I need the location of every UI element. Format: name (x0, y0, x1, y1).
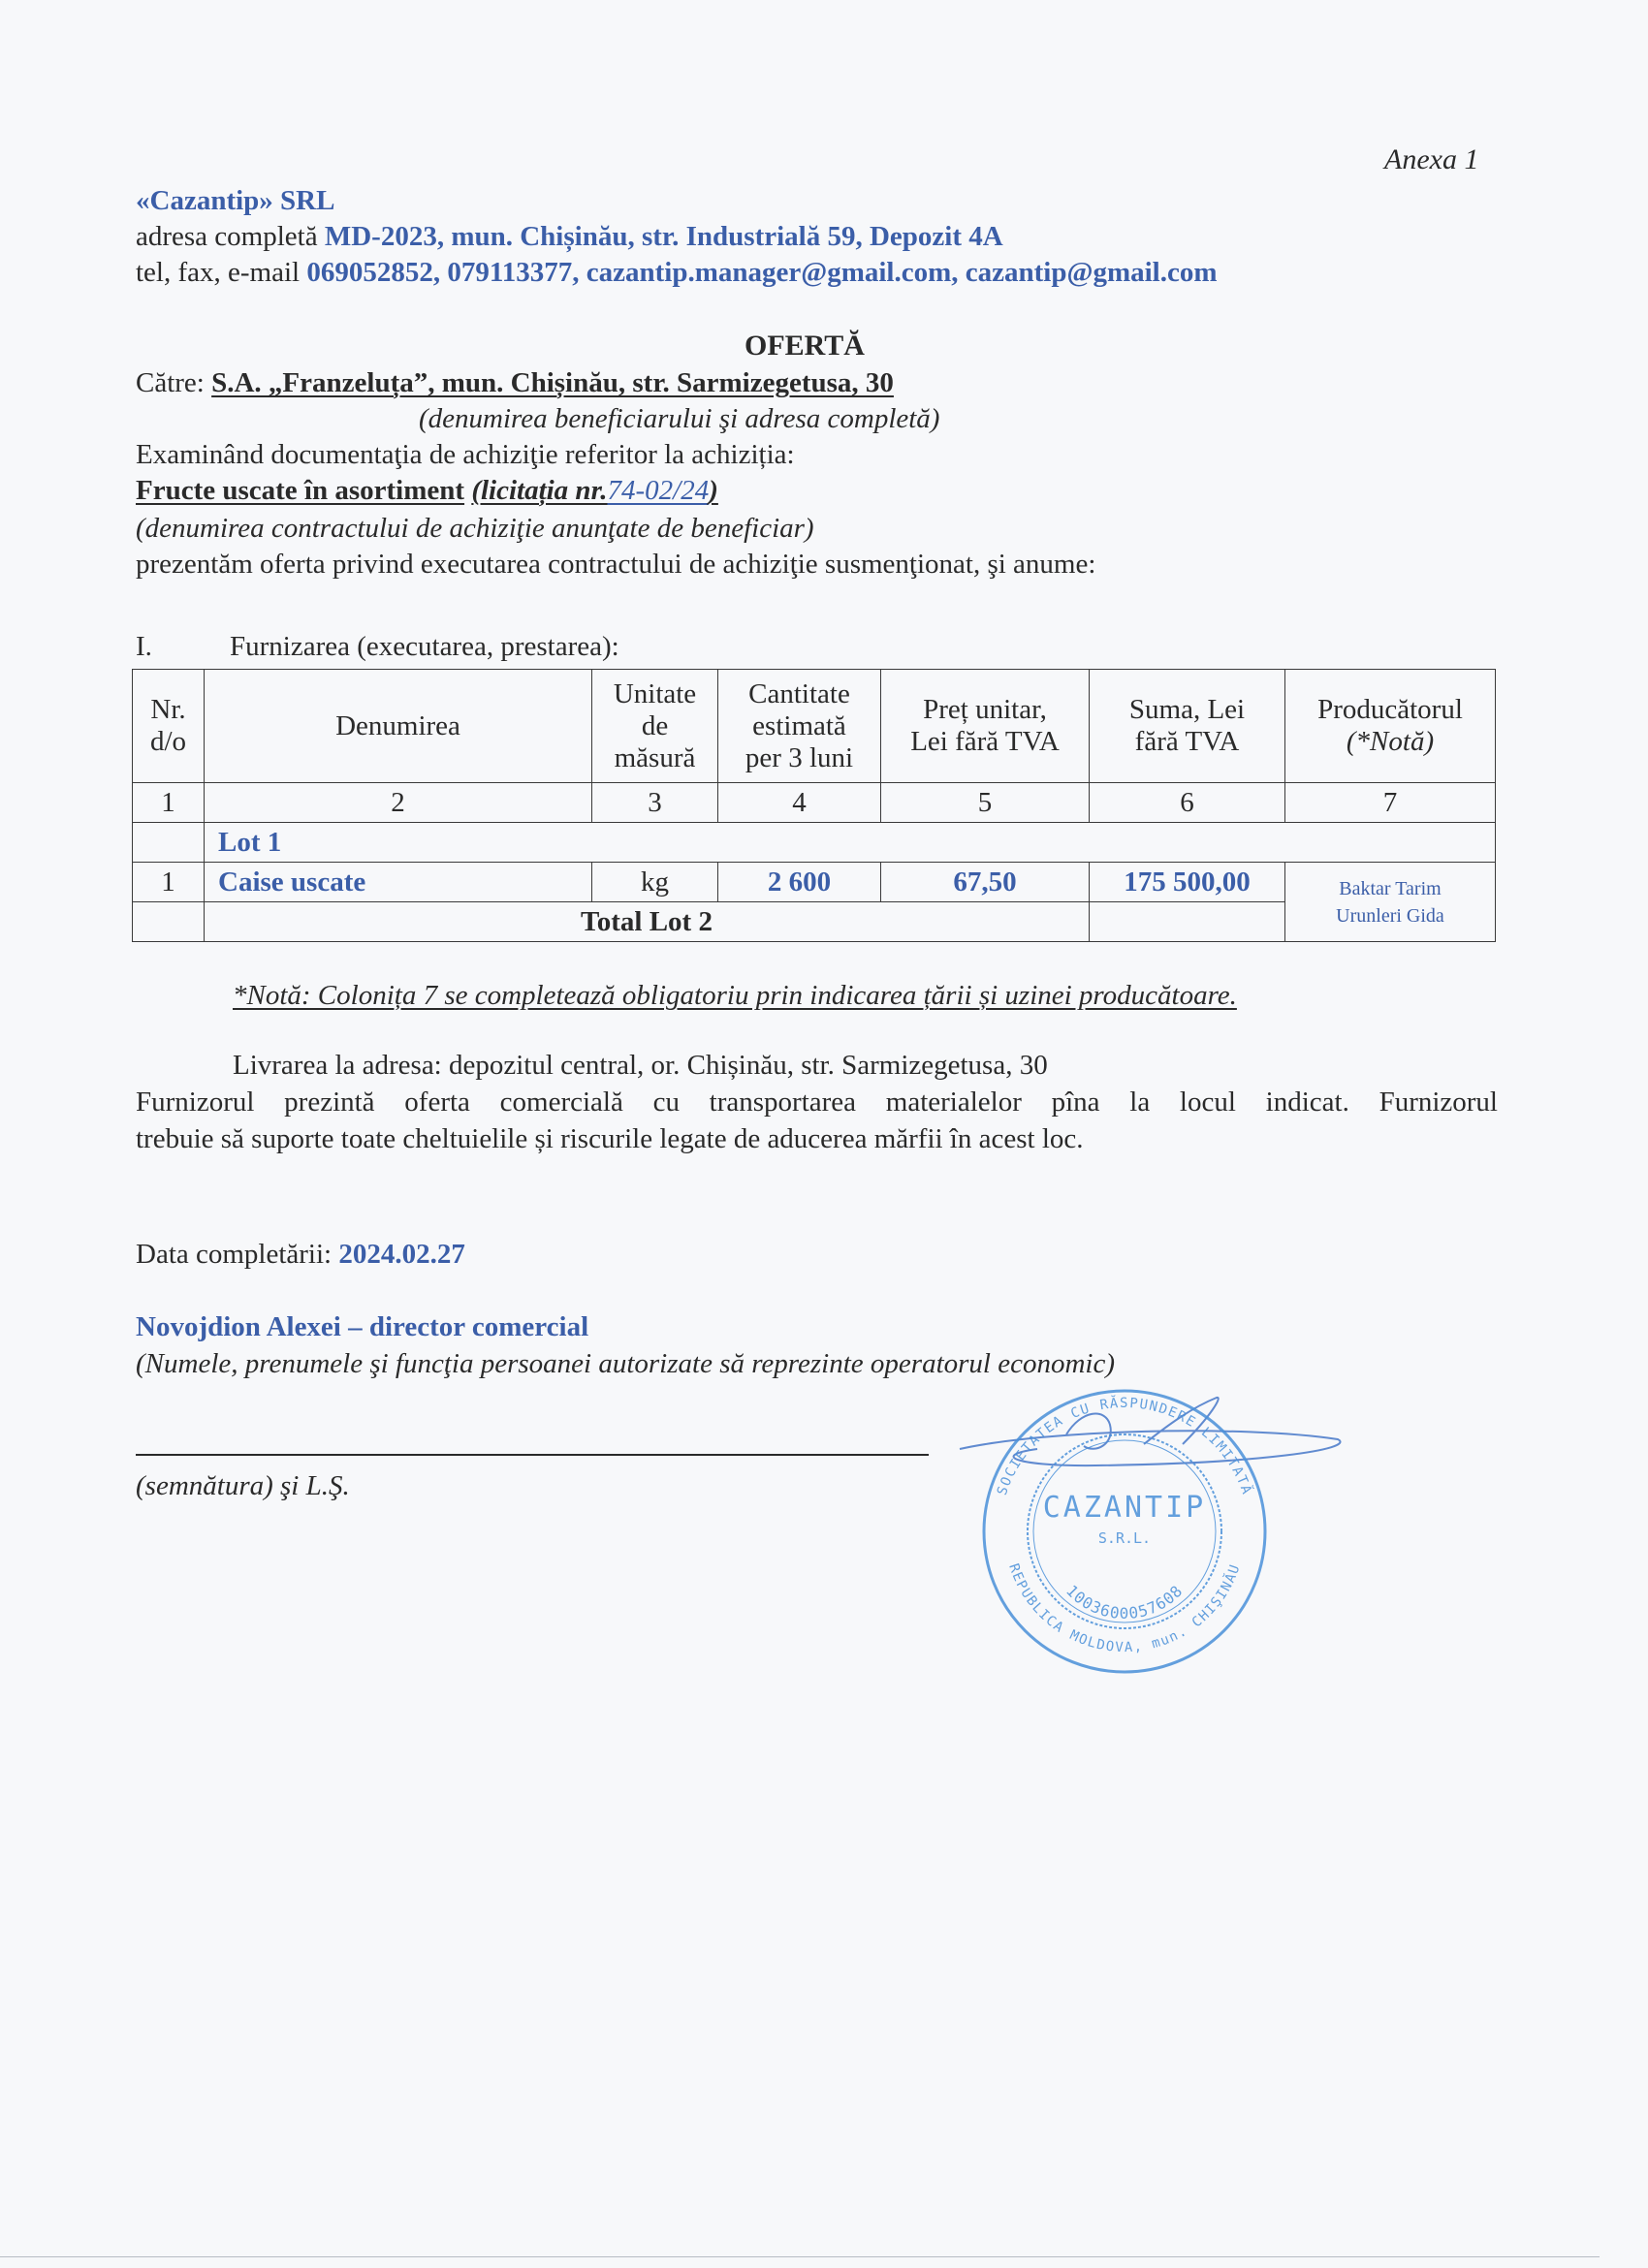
stamp-center: CAZANTIP (1042, 1491, 1207, 1525)
header-producer-note: (*Notă) (1346, 726, 1435, 757)
row-name: Caise uscate (205, 863, 592, 902)
supplier-address: MD-2023, mun. Chișinău, str. Industrială 59, Depozit 4A (324, 221, 1003, 252)
lot-row (133, 823, 1496, 863)
contract-line (136, 474, 718, 507)
section-number: I. (136, 631, 152, 662)
tender-suffix: ) (709, 475, 718, 506)
producer-line-2: Urunleri Gida (1336, 904, 1444, 927)
column-number: 4 (718, 783, 881, 823)
lot-label: Lot 1 (205, 823, 1496, 863)
company-stamp (979, 1386, 1270, 1677)
contract-name: Fructe uscate în asortiment (136, 475, 465, 506)
signatory-name: Novojdion Alexei – director comercial (136, 1311, 589, 1342)
supplier-address-label: adresa completă (136, 221, 318, 252)
recipient-line (136, 366, 894, 399)
completion-line (136, 1238, 465, 1271)
offer-table (132, 669, 1496, 942)
intro-text: Examinând documentaţia de achiziţie referitor la achiziția: (136, 439, 795, 470)
header-unit: Unitate de măsură (592, 670, 718, 783)
table-header-row (133, 670, 1496, 783)
column-number: 2 (205, 783, 592, 823)
header-quantity: Cantitate estimată per 3 luni (718, 670, 881, 783)
supplier-contact-line (136, 256, 1218, 289)
offer-statement: prezentăm oferta privind executarea contractului de achiziţie susmenţionat, şi anume: (136, 549, 1096, 580)
lot-empty-cell (133, 823, 205, 863)
supplier-address-line (136, 220, 1003, 253)
total-label: Total Lot 2 (205, 902, 1090, 942)
header-nr: Nr. d/o (133, 670, 205, 783)
producer-note: *Notă: Colonița 7 se completează obligatoriu prin indicarea țării și uzinei producătoare. (233, 980, 1237, 1011)
row-unit: kg (592, 863, 718, 902)
stamp-outer-top: SOCIETATEA CU RĂSPUNDERE LIMITATĂ (994, 1396, 1255, 1497)
stamp-idno: 1003600057608 (1062, 1581, 1187, 1622)
column-number-row (133, 783, 1496, 823)
completion-label: Data completării: (136, 1239, 333, 1270)
recipient-hint: (denumirea beneficiarului şi adresa completă) (419, 403, 940, 434)
total-empty-cell (133, 902, 205, 942)
signature-label: (semnătura) şi L.Ş. (136, 1470, 350, 1501)
table-row (133, 863, 1496, 902)
scan-edge-line (0, 2256, 1600, 2257)
annex-label: Anexa 1 (1384, 143, 1479, 175)
row-producer (1285, 863, 1496, 942)
producer-line-1: Baktar Tarim (1339, 877, 1442, 899)
supplier-contact-label: tel, fax, e-mail (136, 257, 301, 288)
row-total: 175 500,00 (1090, 863, 1285, 902)
delivery-terms-line-2: trebuie să suporte toate cheltuielile și riscurile legate de aducerea mărfii în acest loc. (136, 1123, 1084, 1154)
header-name: Denumirea (205, 670, 592, 783)
recipient-label: Către: (136, 367, 205, 398)
document-title: OFERTĂ (745, 330, 865, 362)
stamp-idno-text (1062, 1582, 1187, 1622)
supplier-name: «Cazantip» SRL (136, 185, 335, 216)
signature-line (136, 1454, 929, 1456)
column-number: 3 (592, 783, 718, 823)
row-nr: 1 (133, 863, 205, 902)
column-number: 7 (1285, 783, 1496, 823)
delivery-terms-line-1: Furnizorul prezintă oferta comercială cu transportarea materialelor pîna la locul indicat. Furnizorul (136, 1087, 1498, 1118)
stamp-form: S.R.L. (1097, 1529, 1152, 1547)
section-title: Furnizarea (executarea, prestarea): (230, 631, 619, 662)
stamp-outer-bottom: REPUBLICA MOLDOVA, mun. CHIŞINĂU (1005, 1561, 1244, 1656)
delivery-address: Livrarea la adresa: depozitul central, or. Chișinău, str. Sarmizegetusa, 30 (233, 1050, 1048, 1081)
supplier-contacts: 069052852, 079113377, cazantip.manager@gmail.com, cazantip@gmail.com (306, 257, 1218, 288)
recipient-value: S.A. „Franzeluța”, mun. Chișinău, str. Sarmizegetusa, 30 (211, 367, 894, 398)
column-number: 5 (881, 783, 1090, 823)
row-unit-price: 67,50 (881, 863, 1090, 902)
header-producer: Producătorul (*Notă) (1285, 670, 1496, 783)
column-number: 6 (1090, 783, 1285, 823)
tender-prefix: (licitația nr. (471, 475, 608, 506)
total-value-cell (1090, 902, 1285, 942)
column-number: 1 (133, 783, 205, 823)
contract-hint: (denumirea contractului de achiziţie anunţate de beneficiar) (136, 513, 814, 544)
signatory-hint: (Numele, prenumele şi funcţia persoanei autorizate să reprezinte operatorul economic) (136, 1348, 1115, 1379)
header-unit-price: Preț unitar, Lei fără TVA (881, 670, 1090, 783)
tender-number: 74-02/24 (607, 475, 710, 506)
completion-date: 2024.02.27 (338, 1239, 465, 1270)
header-total: Suma, Lei fără TVA (1090, 670, 1285, 783)
row-quantity: 2 600 (718, 863, 881, 902)
